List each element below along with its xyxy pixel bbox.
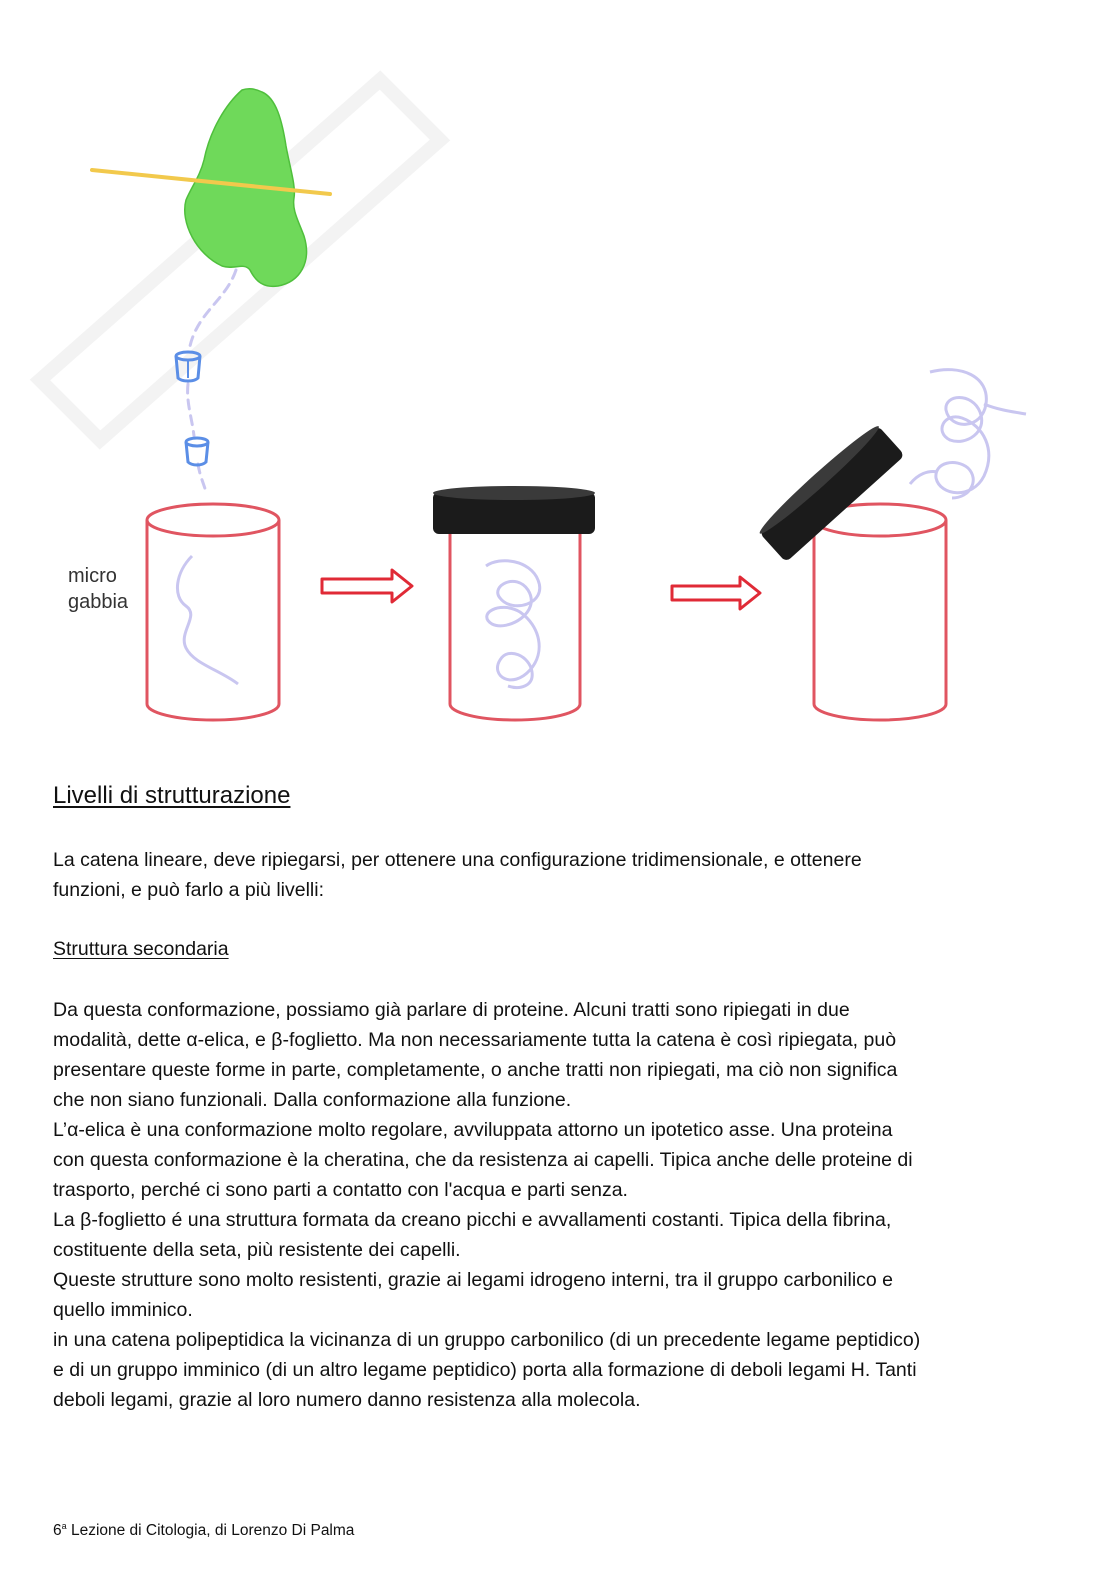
intro-line: funzioni, e può farlo a più livelli: xyxy=(53,879,324,901)
cage-label-line1: micro xyxy=(68,565,117,587)
subsection-title: Struttura secondaria xyxy=(53,938,229,960)
page-footer xyxy=(53,1521,354,1540)
micro-cage-closed xyxy=(450,530,580,720)
lid-tilted xyxy=(755,421,905,562)
body-line: presentare queste forme in parte, completamente, o anche tratti non ripiegati, ma ciò non significa xyxy=(53,1059,898,1081)
footer-lesson-number: 6 xyxy=(53,1522,62,1540)
body-line: L’α-elica è una conformazione molto regolare, avviluppata attorno un ipotetico asse. Una proteina xyxy=(53,1119,893,1141)
body-line: con questa conformazione è la cheratina, che da resistenza ai capelli. Tipica anche delle proteine di xyxy=(53,1149,913,1171)
lid-closed xyxy=(433,486,595,534)
body-line: trasporto, perché ci sono parti a contatto con l'acqua e parti senza. xyxy=(53,1179,628,1201)
unfolded-chain xyxy=(177,556,238,684)
body-line: deboli legami, grazie al loro numero danno resistenza alla molecola. xyxy=(53,1389,641,1411)
micro-cage-open xyxy=(147,504,279,720)
intro-line: La catena lineare, deve ripiegarsi, per ottenere una configurazione tridimensionale, e ottenere xyxy=(53,849,862,871)
escaping-chain xyxy=(910,370,1026,498)
body-line: che non siano funzionali. Dalla conformazione alla funzione. xyxy=(53,1089,572,1111)
arrow-right-2 xyxy=(672,577,760,609)
footer-superscript: a xyxy=(61,1521,67,1531)
micro-cage-lid-open xyxy=(814,504,946,720)
body-line: Da questa conformazione, possiamo già parlare di proteine. Alcuni tratti sono ripiegati in due xyxy=(53,999,850,1021)
body-paragraph xyxy=(53,995,1063,1415)
protein-blob xyxy=(185,89,307,287)
body-line: quello imminico. xyxy=(53,1299,193,1321)
intro-paragraph xyxy=(53,845,1063,905)
footer-text: Lezione di Citologia, di Lorenzo Di Palma xyxy=(66,1522,355,1540)
body-line: costituente della seta, più resistente dei capelli. xyxy=(53,1239,461,1261)
folded-chain xyxy=(486,561,540,688)
body-line: in una catena polipeptidica la vicinanza di un gruppo carbonilico (di un precedente legame peptidico) xyxy=(53,1329,921,1351)
protein-folding-illustration xyxy=(0,0,1116,760)
body-line: modalità, dette α-elica, e β-foglietto. Ma non necessariamente tutta la catena è così ripiegata, può xyxy=(53,1029,897,1051)
dashed-chain xyxy=(188,270,236,494)
section-title: Livelli di strutturazione xyxy=(53,782,291,809)
cage-label-line2: gabbia xyxy=(68,591,129,613)
body-line: Queste strutture sono molto resistenti, grazie ai legami idrogeno interni, tra il gruppo carbonilico e xyxy=(53,1269,894,1291)
body-line: e di un gruppo imminico (di un altro legame peptidico) porta alla formazione di deboli legami H. Tanti xyxy=(53,1359,917,1381)
body-line: La β-foglietto é una struttura formata da creano picchi e avvallamenti costanti. Tipica della fibrina, xyxy=(53,1209,892,1231)
small-cup-lower xyxy=(186,438,208,465)
arrow-right-1 xyxy=(322,570,412,602)
